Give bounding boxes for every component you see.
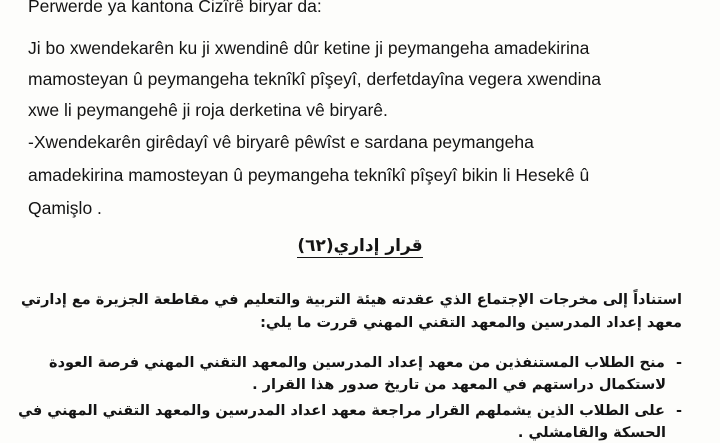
kurdish-para1-line2: mamosteyan û peymangeha teknîkî pîşeyî, derfetdayîna vegera xwendina	[28, 69, 601, 89]
decision-title	[0, 236, 720, 256]
arabic-bullet2-line1	[18, 401, 682, 421]
kurdish-para1-line3: xwe li peymangehê ji roja derketina vê biryarê.	[28, 100, 388, 120]
arabic-bullet2-text1: على الطلاب الذين يشملهم القرار مراجعة معهد اعداد المدرسين والمعهد التقني المهني في	[18, 403, 665, 419]
arabic-bullet1-text1: منح الطلاب المستنفذين من معهد إعداد المدرسين والمعهد التقني المهني فرصة العودة	[49, 355, 665, 371]
arabic-bullet2-line2: الحسكة والقامشلي .	[517, 425, 666, 441]
kurdish-para2-line3: Qamişlo .	[28, 198, 102, 218]
kurdish-para2-line1: -Xwendekarên girêdayî vê biryarê pêwîst e sardana peymangeha	[28, 132, 534, 152]
arabic-bullet1-line2: لاستكمال دراستهم في المعهد من تاريخ صدور هذا القرار .	[252, 377, 666, 393]
decision-title-text: قرار إداري(٦٢)	[297, 236, 423, 256]
arabic-intro-line1: استناداً إلى مخرجات الإجتماع الذي عقدته هيئة التربية والتعليم في مقاطعة الجزيرة مع إدارتي	[20, 292, 682, 308]
bullet-mark: -	[675, 403, 682, 419]
arabic-intro-line2: معهد إعداد المدرسين والمعهد التقني المهني قررت ما يلي:	[260, 315, 682, 331]
kurdish-para1-line1: Ji bo xwendekarên ku ji xwendinê dûr ketine ji peymangeha amadekirina	[28, 38, 590, 58]
bullet-mark: -	[675, 355, 682, 371]
kurdish-para2-line2: amadekirina mamosteyan û peymangeha teknîkî pîşeyî bikin li Hesekê û	[28, 165, 590, 185]
kurdish-header-line: Perwerde ya kantona Cizîrê biryar da:	[28, 0, 322, 16]
arabic-bullet1-line1	[49, 353, 682, 373]
